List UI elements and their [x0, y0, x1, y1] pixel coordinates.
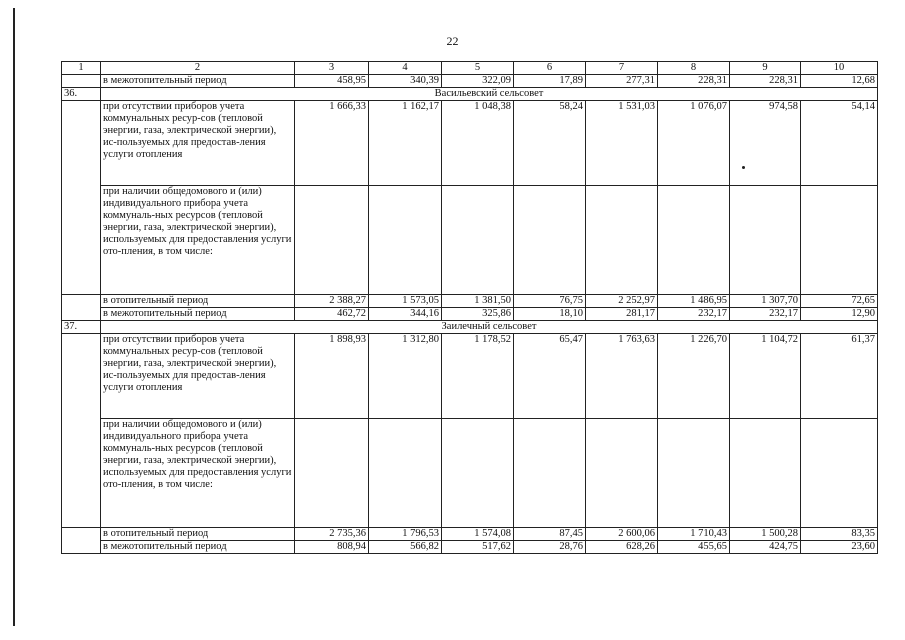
table-row: [62, 186, 878, 295]
value-cell: 28,76: [514, 541, 586, 554]
empty-cell: [295, 419, 369, 528]
value-cell: 1 178,52: [442, 334, 514, 419]
table-row: [62, 334, 878, 419]
index-cell: [62, 101, 101, 295]
section-title: Васильевский сельсовет: [101, 88, 878, 101]
value-cell: 340,39: [369, 75, 442, 88]
value-cell: 808,94: [295, 541, 369, 554]
value-cell: 1 307,70: [730, 295, 801, 308]
row-label: при наличии общедомового и (или) индивидуального прибора учета коммуналь-ных ресурсов (тепловой энергии, газа, электрической энергии), используемых для предоставления услуги ото-пления, в том числе:: [101, 186, 295, 295]
section-header-row: [62, 88, 878, 101]
value-cell: 566,82: [369, 541, 442, 554]
value-cell: 1 666,33: [295, 101, 369, 186]
index-cell: [62, 75, 101, 88]
empty-cell: [801, 419, 878, 528]
row-label: при отсутствии приборов учета коммунальных ресур-сов (тепловой энергии, газа, электрической энергии), ис-пользуемых для предостав-ления услуги отопления: [101, 101, 295, 186]
empty-cell: [730, 419, 801, 528]
index-cell: [62, 528, 101, 554]
header-cell: 4: [369, 62, 442, 75]
index-cell: [62, 295, 101, 321]
value-cell: 1 796,53: [369, 528, 442, 541]
value-cell: 54,14: [801, 101, 878, 186]
empty-cell: [514, 419, 586, 528]
value-cell: 322,09: [442, 75, 514, 88]
value-cell: 1 226,70: [658, 334, 730, 419]
row-label: в отопительный период: [101, 528, 295, 541]
value-cell: 344,16: [369, 308, 442, 321]
value-cell: 23,60: [801, 541, 878, 554]
empty-cell: [295, 186, 369, 295]
empty-cell: [514, 186, 586, 295]
value-cell: 1 710,43: [658, 528, 730, 541]
row-label: в отопительный период: [101, 295, 295, 308]
value-cell: 232,17: [730, 308, 801, 321]
row-label: при наличии общедомового и (или) индивидуального прибора учета коммуналь-ных ресурсов (тепловой энергии, газа, электрической энергии), используемых для предоставления услуги ото-пления, в том числе:: [101, 419, 295, 528]
value-cell: 458,95: [295, 75, 369, 88]
value-cell: 72,65: [801, 295, 878, 308]
table-row: [62, 101, 878, 186]
left-margin-line: [13, 8, 15, 626]
empty-cell: [586, 419, 658, 528]
value-cell: 1 500,28: [730, 528, 801, 541]
index-cell: [62, 334, 101, 528]
table-row: [62, 295, 878, 308]
value-cell: 1 898,93: [295, 334, 369, 419]
header-cell: 3: [295, 62, 369, 75]
value-cell: 462,72: [295, 308, 369, 321]
table-row: [62, 541, 878, 554]
tariff-table: [61, 61, 878, 554]
value-cell: 974,58: [730, 101, 801, 186]
value-cell: 1 531,03: [586, 101, 658, 186]
value-cell: 325,86: [442, 308, 514, 321]
empty-cell: [442, 186, 514, 295]
empty-cell: [442, 419, 514, 528]
section-header-row: [62, 321, 878, 334]
header-cell: 7: [586, 62, 658, 75]
value-cell: 228,31: [730, 75, 801, 88]
value-cell: 228,31: [658, 75, 730, 88]
empty-cell: [586, 186, 658, 295]
value-cell: 2 252,97: [586, 295, 658, 308]
empty-cell: [658, 186, 730, 295]
value-cell: 76,75: [514, 295, 586, 308]
header-cell: 5: [442, 62, 514, 75]
value-cell: 628,26: [586, 541, 658, 554]
value-cell: 1 381,50: [442, 295, 514, 308]
section-index: 36.: [62, 88, 101, 101]
row-label: при отсутствии приборов учета коммунальных ресур-сов (тепловой энергии, газа, электрической энергии), ис-пользуемых для предостав-ления услуги отопления: [101, 334, 295, 419]
empty-cell: [369, 186, 442, 295]
row-label: в межотопительный период: [101, 308, 295, 321]
value-cell: 12,90: [801, 308, 878, 321]
value-cell: 1 162,17: [369, 101, 442, 186]
value-cell: 424,75: [730, 541, 801, 554]
table-header-row: [62, 62, 878, 75]
row-label: в межотопительный период: [101, 75, 295, 88]
section-title: Заилечный сельсовет: [101, 321, 878, 334]
value-cell: 1 048,38: [442, 101, 514, 186]
value-cell: 17,89: [514, 75, 586, 88]
value-cell: 2 600,06: [586, 528, 658, 541]
value-cell: 2 388,27: [295, 295, 369, 308]
value-cell: 455,65: [658, 541, 730, 554]
header-cell: 8: [658, 62, 730, 75]
value-cell: 1 312,80: [369, 334, 442, 419]
value-cell: 58,24: [514, 101, 586, 186]
table-row: [62, 419, 878, 528]
table-row: [62, 528, 878, 541]
value-cell: 1 486,95: [658, 295, 730, 308]
value-cell: 87,45: [514, 528, 586, 541]
value-cell: 277,31: [586, 75, 658, 88]
empty-cell: [730, 186, 801, 295]
value-cell: 517,62: [442, 541, 514, 554]
header-cell: 6: [514, 62, 586, 75]
empty-cell: [658, 419, 730, 528]
value-cell: 281,17: [586, 308, 658, 321]
value-cell: 232,17: [658, 308, 730, 321]
value-cell: 65,47: [514, 334, 586, 419]
value-cell: 1 763,63: [586, 334, 658, 419]
empty-cell: [801, 186, 878, 295]
value-cell: 61,37: [801, 334, 878, 419]
value-cell: 1 104,72: [730, 334, 801, 419]
page-number: 22: [446, 34, 459, 48]
header-cell: 10: [801, 62, 878, 75]
header-cell: 1: [62, 62, 101, 75]
value-cell: 12,68: [801, 75, 878, 88]
table-row: [62, 308, 878, 321]
value-cell: 83,35: [801, 528, 878, 541]
value-cell: 2 735,36: [295, 528, 369, 541]
value-cell: 1 076,07: [658, 101, 730, 186]
empty-cell: [369, 419, 442, 528]
value-cell: 1 574,08: [442, 528, 514, 541]
section-index: 37.: [62, 321, 101, 334]
value-cell: 18,10: [514, 308, 586, 321]
header-cell: 2: [101, 62, 295, 75]
row-label: в межотопительный период: [101, 541, 295, 554]
header-cell: 9: [730, 62, 801, 75]
table-row: [62, 75, 878, 88]
value-cell: 1 573,05: [369, 295, 442, 308]
